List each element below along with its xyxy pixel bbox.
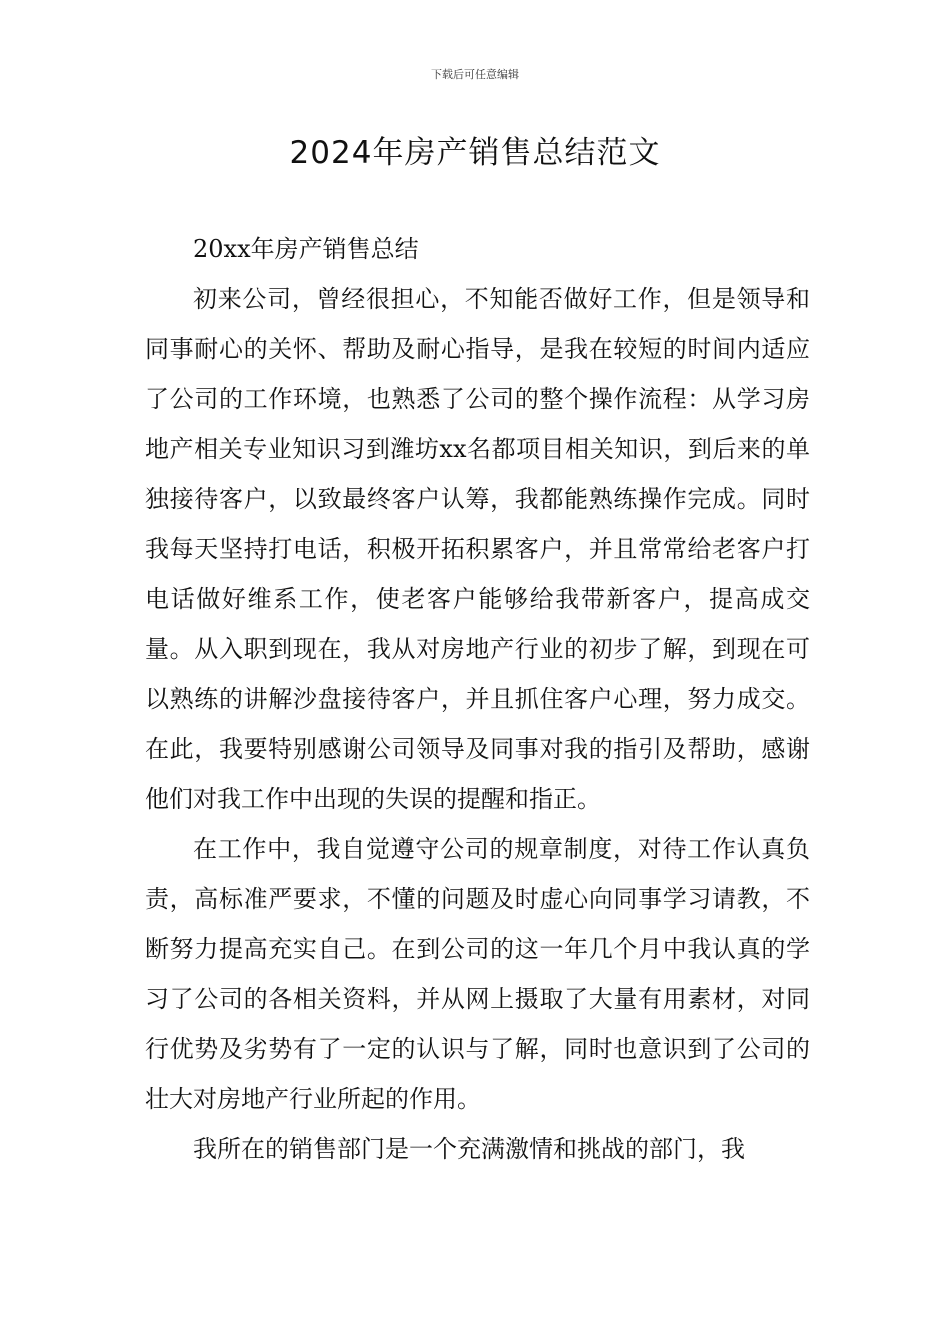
paragraph-1: 初来公司，曾经很担心，不知能否做好工作，但是领导和同事耐心的关怀、帮助及耐心指导，是我在较短的时间内适应了公司的工作环境，也熟悉了公司的整个操作流程：从学习房地产相关专业知识习到潍坊xx名都项目相关知识，到后来的单独接待客户，以致最终客户认筹，我都能熟练操作完成。同时我每天坚持打电话，积极开拓积累客户，并且常常给老客户打电话做好维系工作，使老客户能够给我带新客户，提高成交量。从入职到现在，我从对房地产行业的初步了解，到现在可以熟练的讲解沙盘接待客户，并且抓住客户心理，努力成交。在此，我要特别感谢公司领导及同事对我的指引及帮助，感谢他们对我工作中出现的失误的提醒和指正。 <box>145 285 810 813</box>
paragraph-3: 我所在的销售部门是一个充满激情和挑战的部门，我 <box>193 1135 745 1163</box>
header-note: 下载后可任意编辑 <box>431 68 519 81</box>
document-body <box>145 224 810 1174</box>
document-title: 2024年房产销售总结范文 <box>289 135 661 171</box>
paragraph-2: 在工作中，我自觉遵守公司的规章制度，对待工作认真负责，高标准严要求，不懂的问题及时虚心向同事学习请教，不断努力提高充实自己。在到公司的这一年几个月中我认真的学习了公司的各相关资料，并从网上摄取了大量有用素材，对同行优势及劣势有了一定的认识与了解，同时也意识到了公司的壮大对房地产行业所起的作用。 <box>145 835 810 1113</box>
document-subtitle: 20xx年房产销售总结 <box>193 235 419 263</box>
